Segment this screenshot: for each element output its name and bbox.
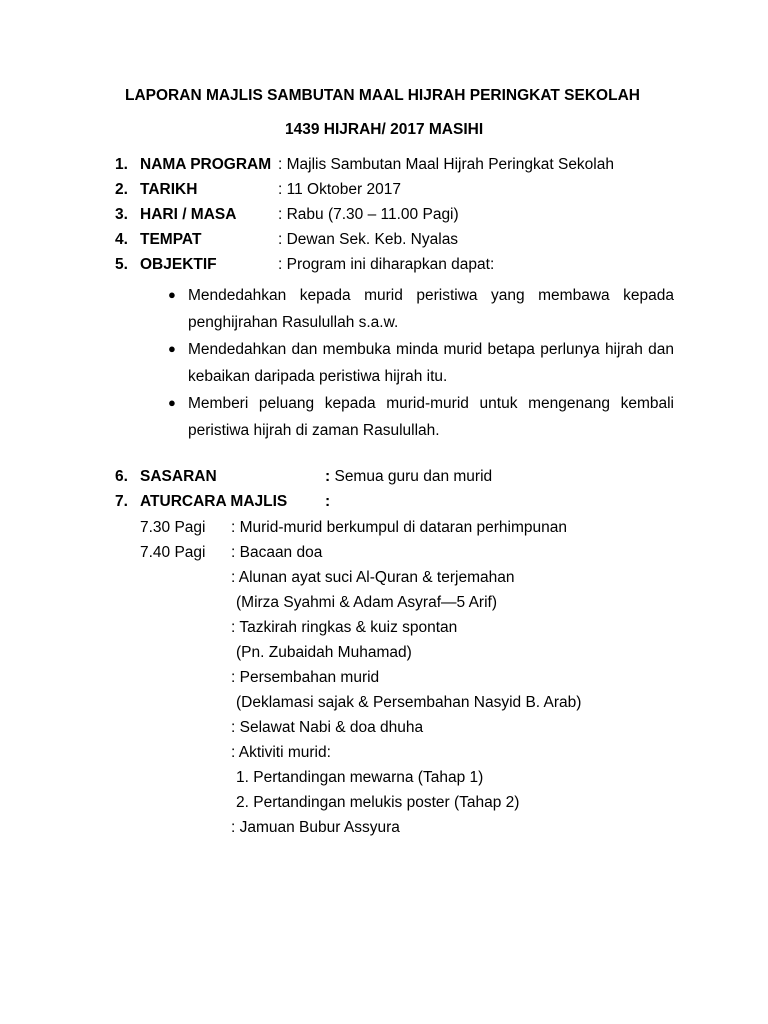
schedule-time: 7.40 Pagi: [140, 544, 206, 561]
item-number: 7.: [115, 493, 128, 510]
item-value-tarikh: : 11 Oktober 2017: [278, 181, 401, 198]
item-number: 5.: [115, 256, 128, 273]
document-title: LAPORAN MAJLIS SAMBUTAN MAAL HIJRAH PERINGKAT SEKOLAH: [125, 87, 640, 104]
item-label-sasaran: SASARAN: [140, 468, 217, 485]
item-value-nama-program: : Majlis Sambutan Maal Hijrah Peringkat Sekolah: [278, 156, 614, 173]
item-label-nama-program: NAMA PROGRAM: [140, 156, 272, 173]
objective-item: Memberi peluang kepada murid-murid untuk mengenang kembali peristiwa hijrah di zaman Rasulullah.: [188, 395, 674, 439]
item-number: 1.: [115, 156, 128, 173]
objective-item: Mendedahkan kepada murid peristiwa yang membawa kepada penghijrahan Rasulullah s.a.w.: [188, 287, 674, 331]
schedule-entry: : Aktiviti murid:: [231, 744, 331, 761]
item-number: 4.: [115, 231, 128, 248]
bullet-icon: ●: [168, 395, 176, 410]
schedule-note: (Pn. Zubaidah Muhamad): [236, 644, 412, 661]
item-number: 6.: [115, 468, 128, 485]
schedule-entry: : Jamuan Bubur Assyura: [231, 819, 400, 836]
document-subtitle: 1439 HIJRAH/ 2017 MASIHI: [285, 121, 484, 138]
schedule-entry: : Tazkirah ringkas & kuiz spontan: [231, 619, 458, 636]
item-value-tempat: : Dewan Sek. Keb. Nyalas: [278, 231, 459, 248]
item-value-sasaran: : Semua guru dan murid: [325, 468, 493, 485]
schedule-entry: : Murid-murid berkumpul di dataran perhimpunan: [231, 519, 567, 536]
item-label-hari-masa: HARI / MASA: [140, 206, 237, 223]
schedule-entry: : Alunan ayat suci Al-Quran & terjemahan: [231, 569, 515, 586]
item-number: 3.: [115, 206, 128, 223]
schedule-entry: : Persembahan murid: [231, 669, 380, 686]
item-label-tarikh: TARIKH: [140, 181, 198, 198]
schedule-note: 1. Pertandingan mewarna (Tahap 1): [236, 769, 484, 786]
item-label-objektif: OBJEKTIF: [140, 256, 217, 273]
schedule-note: 2. Pertandingan melukis poster (Tahap 2): [236, 794, 520, 811]
item-value-hari-masa: : Rabu (7.30 – 11.00 Pagi): [278, 206, 459, 223]
item-value-objektif: : Program ini diharapkan dapat:: [278, 256, 495, 273]
schedule-entry: : Bacaan doa: [231, 544, 323, 561]
schedule-time: 7.30 Pagi: [140, 519, 206, 536]
schedule-note: (Mirza Syahmi & Adam Asyraf—5 Arif): [236, 594, 497, 611]
item-label-aturcara-majlis: ATURCARA MAJLIS: [140, 493, 288, 510]
item-label-tempat: TEMPAT: [140, 231, 202, 248]
item-number: 2.: [115, 181, 128, 198]
bullet-icon: ●: [168, 287, 176, 302]
item-colon-aturcara: :: [325, 493, 331, 510]
bullet-icon: ●: [168, 341, 176, 356]
schedule-entry: : Selawat Nabi & doa dhuha: [231, 719, 424, 736]
schedule-note: (Deklamasi sajak & Persembahan Nasyid B. Arab): [236, 694, 582, 711]
objective-item: Mendedahkan dan membuka minda murid betapa perlunya hijrah dan kebaikan daripada peristiwa hijrah itu.: [188, 341, 674, 385]
